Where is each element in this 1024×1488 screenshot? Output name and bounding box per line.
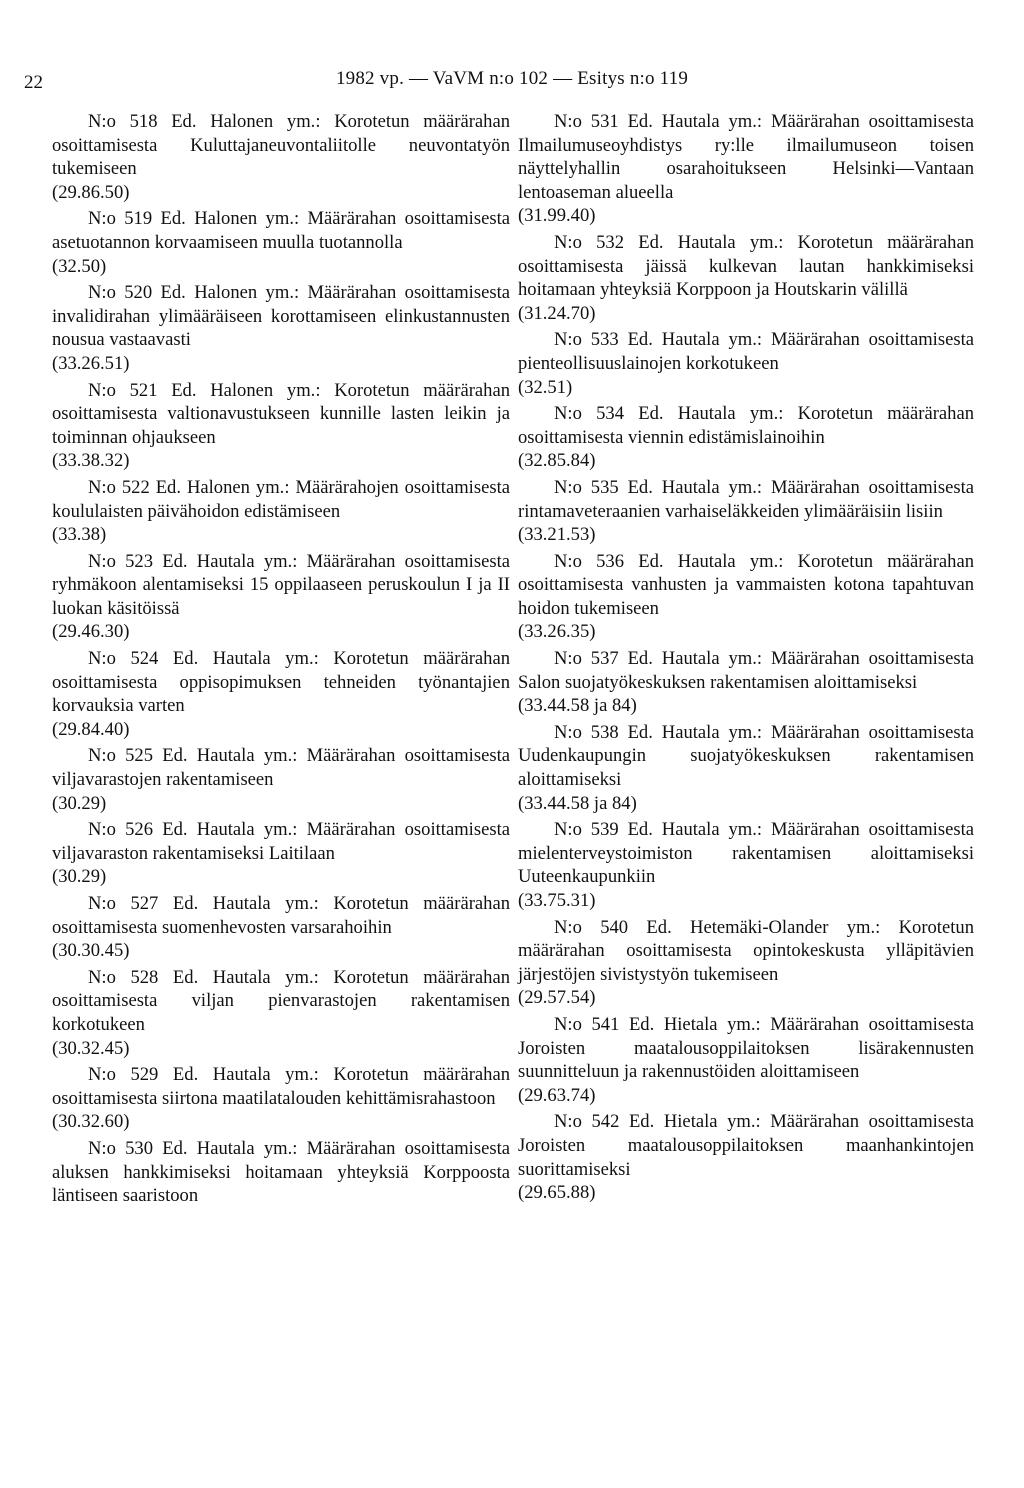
motion-text: N:o 540 Ed. Hetemäki-Olander ym.: Korotetun määrärahan osoittamisesta opintokeskusta ylläpitävien järjestöjen sivistystyön tukemiseen (518, 916, 974, 985)
motion-text: N:o 529 Ed. Hautala ym.: Korotetun määrärahan osoittamisesta siirtona maatilatalouden kehittämisrahastoon (52, 1064, 510, 1109)
motion-entry (52, 550, 510, 644)
page-number: 22 (24, 72, 43, 93)
motion-entry (52, 110, 510, 204)
motion-entry (52, 818, 510, 889)
budget-reference: (33.38) (52, 524, 107, 546)
motion-text: N:o 518 Ed. Halonen ym.: Korotetun määrärahan osoittamisesta Kuluttajaneuvontaliitolle neuvontatyön tukemiseen (52, 111, 510, 180)
budget-reference: (30.29) (52, 866, 107, 888)
budget-reference: (30.30.45) (52, 940, 130, 962)
motion-entry (52, 892, 510, 963)
motion-text: N:o 523 Ed. Hautala ym.: Määrärahan osoittamisesta ryhmäkoon alentamiseksi 15 oppilaaseen peruskoulun I ja II luokan käsitöissä (52, 550, 510, 619)
budget-reference: (30.32.45) (52, 1037, 130, 1059)
budget-reference: (33.38.32) (52, 450, 130, 472)
motion-text: N:o 519 Ed. Halonen ym.: Määrärahan osoittamisesta asetuotannon korvaamiseen muulla tuotannolla (52, 208, 510, 253)
budget-reference: (33.75.31) (518, 890, 596, 911)
budget-reference: (31.24.70) (518, 302, 596, 324)
motion-entry (518, 476, 974, 547)
motion-entry (518, 1110, 974, 1204)
motion-entry (518, 402, 974, 473)
budget-reference: (33.26.51) (52, 352, 130, 374)
right-column (518, 110, 974, 1208)
motion-text: N:o 535 Ed. Hautala ym.: Määrärahan osoittamisesta rintamaveteraanien varhaiseläkkeiden ylimääräisiin lisiin (518, 476, 974, 522)
budget-reference: (32.85.84) (518, 450, 596, 472)
motion-text: N:o 534 Ed. Hautala ym.: Korotetun määrärahan osoittamisesta viennin edistämislainoihin (518, 403, 974, 448)
motion-text: N:o 536 Ed. Hautala ym.: Korotetun määrärahan osoittamisesta vanhusten ja vammaisten kotona tapahtuvan hoidon tukemiseen (518, 550, 974, 619)
motion-entry (518, 721, 974, 815)
motion-entry (518, 1013, 974, 1107)
budget-reference: (30.29) (52, 792, 107, 814)
motion-text: N:o 522 Ed. Halonen ym.: Määrärahojen osoittamisesta koululaisten päivähoidon edistämiseen (52, 476, 510, 522)
motion-entry (52, 1137, 510, 1208)
budget-reference: (30.32.60) (52, 1111, 130, 1133)
motion-text: N:o 537 Ed. Hautala ym.: Määrärahan osoittamisesta Salon suojatyökeskuksen rakentamisen aloittamiseksi (518, 648, 974, 693)
budget-reference: (29.65.88) (518, 1182, 596, 1204)
motion-entry (52, 744, 510, 815)
motion-entry (52, 476, 510, 547)
budget-reference: (31.99.40) (518, 205, 596, 227)
motion-text: N:o 542 Ed. Hietala ym.: Määrärahan osoittamisesta Joroisten maatalousoppilaitoksen maanhankintojen suorittamiseksi (518, 1111, 974, 1180)
left-column (52, 110, 510, 1211)
motion-text: N:o 541 Ed. Hietala ym.: Määrärahan osoittamisesta Joroisten maatalousoppilaitoksen lisärakennusten suunnitteluun ja rakennustöiden aloittamiseen (518, 1013, 974, 1083)
motion-text: N:o 538 Ed. Hautala ym.: Määrärahan osoittamisesta Uudenkaupungin suojatyökeskuksen rakentamisen aloittamiseksi (518, 721, 974, 791)
motion-entry (52, 966, 510, 1060)
motion-text: N:o 533 Ed. Hautala ym.: Määrärahan osoittamisesta pienteollisuuslainojen korkotukeen (518, 329, 974, 374)
motion-text: N:o 525 Ed. Hautala ym.: Määrärahan osoittamisesta viljavarastojen rakentamiseen (52, 745, 510, 791)
budget-reference: (29.84.40) (52, 718, 130, 740)
budget-reference: (33.44.58 ja 84) (518, 695, 637, 717)
budget-reference: (33.21.53) (518, 524, 596, 546)
motion-text: N:o 539 Ed. Hautala ym.: Määrärahan osoittamisesta mielenterveystoimiston rakentamisen aloittamiseksi Uuteenkaupunkiin (518, 819, 974, 888)
motion-entry (518, 328, 974, 399)
motion-entry (518, 231, 974, 325)
motion-text: N:o 526 Ed. Hautala ym.: Määrärahan osoittamisesta viljavaraston rakentamiseksi Laitilaan (52, 819, 510, 864)
budget-reference: (29.46.30) (52, 621, 130, 643)
motion-entry (518, 110, 974, 228)
motion-text: N:o 524 Ed. Hautala ym.: Korotetun määrärahan osoittamisesta oppisopimuksen tehneiden työnantajien korvauksia varten (52, 648, 510, 717)
motion-entry (518, 647, 974, 718)
motion-text: N:o 520 Ed. Halonen ym.: Määrärahan osoittamisesta invalidirahan ylimääräiseen korottamiseen elinkustannusten nousua vastaavasti (52, 282, 510, 351)
motion-text: N:o 527 Ed. Hautala ym.: Korotetun määrärahan osoittamisesta suomenhevosten varsarahoihin (52, 893, 510, 938)
motion-entry (52, 281, 510, 375)
budget-reference: (33.44.58 ja 84) (518, 792, 637, 814)
running-header: 1982 vp. — VaVM n:o 102 — Esitys n:o 119 (335, 68, 689, 89)
motion-entry (52, 647, 510, 741)
motion-entry (518, 818, 974, 912)
motion-text: N:o 532 Ed. Hautala ym.: Korotetun määrärahan osoittamisesta jäissä kulkevan lautan hankkimiseksi hoitamaan yhteyksiä Korppoon ja Houtskarin välillä (518, 231, 974, 301)
motion-text: N:o 528 Ed. Hautala ym.: Korotetun määrärahan osoittamisesta viljan pienvarastojen rakentamisen korkotukeen (52, 966, 510, 1035)
motion-text: N:o 530 Ed. Hautala ym.: Määrärahan osoittamisesta aluksen hankkimiseksi hoitamaan yhteyksiä Korppoosta läntiseen saaristoon (52, 1137, 510, 1207)
budget-reference: (29.86.50) (52, 181, 130, 203)
budget-reference: (32.50) (52, 255, 107, 277)
motion-entry (52, 379, 510, 473)
motion-text: N:o 531 Ed. Hautala ym.: Määrärahan osoittamisesta Ilmailumuseoyhdistys ry:lle ilmailumuseon toisen näyttelyhallin osarahoitukseen Helsinki—Vantaan lentoaseman alueella (518, 111, 974, 203)
motion-text: N:o 521 Ed. Halonen ym.: Korotetun määrärahan osoittamisesta valtionavustukseen kunnille lasten leikin ja toiminnan ohjaukseen (52, 379, 510, 448)
budget-reference: (29.57.54) (518, 987, 596, 1009)
budget-reference: (33.26.35) (518, 621, 596, 643)
motion-entry (518, 916, 974, 1010)
motion-entry (52, 1063, 510, 1134)
budget-reference: (29.63.74) (518, 1084, 596, 1106)
motion-entry (518, 550, 974, 644)
motion-entry (52, 207, 510, 278)
budget-reference: (32.51) (518, 376, 573, 398)
